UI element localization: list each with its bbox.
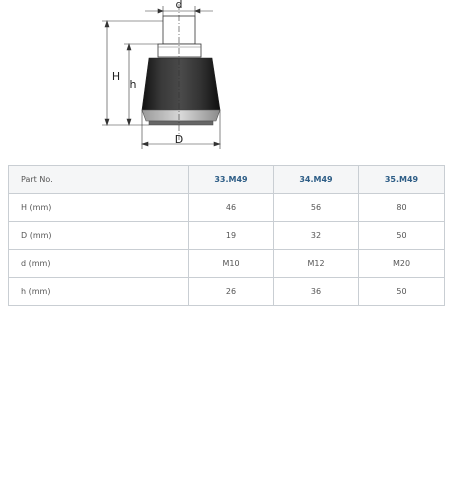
- row-label: H (mm): [9, 194, 189, 222]
- table-cell: 50: [359, 222, 445, 250]
- label-d: d: [175, 0, 183, 11]
- table-cell: 46: [189, 194, 274, 222]
- part-number-1: 33.M49: [189, 166, 274, 194]
- table-row: [9, 222, 445, 250]
- rubber-body-shape: [142, 58, 220, 110]
- table-row: [9, 194, 445, 222]
- label-h: h: [129, 78, 137, 91]
- table-row: [9, 278, 445, 306]
- table-cell: 36: [274, 278, 359, 306]
- table-row: [9, 250, 445, 278]
- table-cell: 26: [189, 278, 274, 306]
- base-plate-shape: [149, 121, 213, 125]
- part-number-2: 34.M49: [274, 166, 359, 194]
- table-header-row: [9, 166, 445, 194]
- header-label: Part No.: [9, 166, 189, 194]
- row-label: h (mm): [9, 278, 189, 306]
- table-cell: 19: [189, 222, 274, 250]
- specification-table: [8, 165, 445, 306]
- base-band-shape: [142, 110, 220, 121]
- table-cell: M12: [274, 250, 359, 278]
- table-cell: 80: [359, 194, 445, 222]
- table-cell: 32: [274, 222, 359, 250]
- product-dimension-drawing: [0, 0, 450, 160]
- label-H: H: [111, 70, 121, 83]
- label-D: D: [174, 133, 184, 146]
- table-cell: 50: [359, 278, 445, 306]
- table-cell: M20: [359, 250, 445, 278]
- part-number-3: 35.M49: [359, 166, 445, 194]
- table-cell: 56: [274, 194, 359, 222]
- row-label: d (mm): [9, 250, 189, 278]
- collar-shape: [158, 44, 201, 57]
- row-label: D (mm): [9, 222, 189, 250]
- table-cell: M10: [189, 250, 274, 278]
